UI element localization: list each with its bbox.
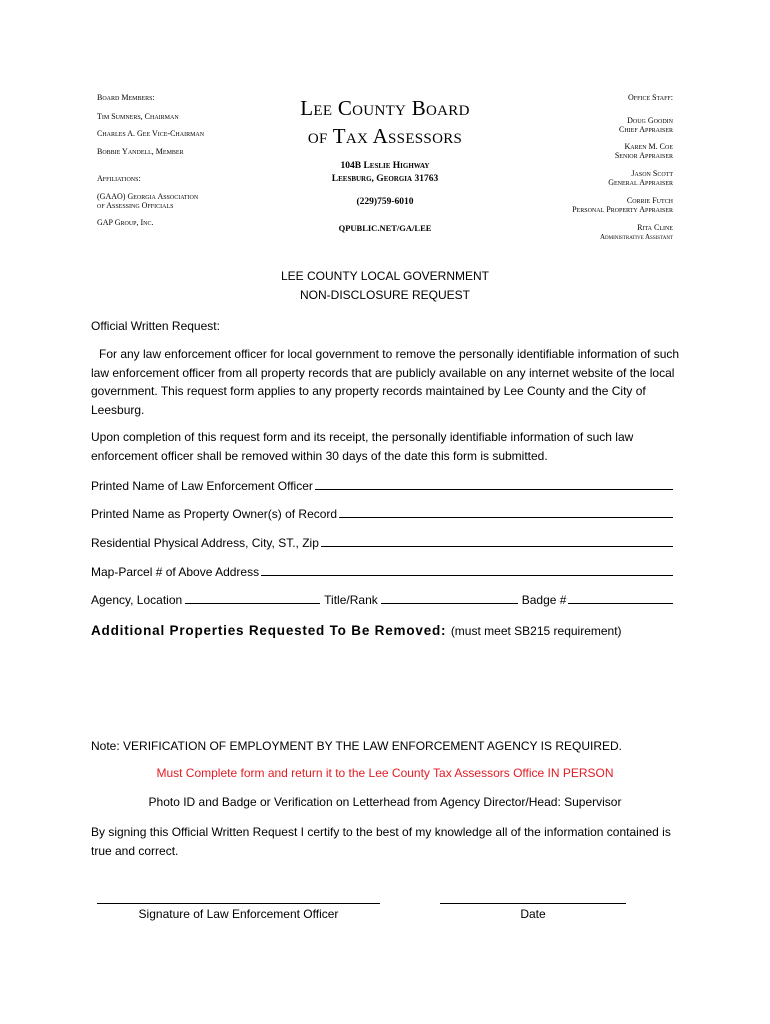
website: QPUBLIC.NET/GA/LEE [338, 223, 432, 233]
staff-role: Administrative Assistant [599, 233, 673, 241]
field-address-label: Residential Physical Address, City, ST., Zip [91, 536, 319, 550]
field-title-rank-line[interactable] [381, 591, 518, 604]
additional-properties-heading: Additional Properties Requested To Be Removed: [91, 623, 447, 638]
field-agency-label: Agency, Location [91, 593, 183, 607]
phone-number: (229)759-6010 [356, 197, 414, 207]
field-agency-line[interactable] [185, 591, 320, 604]
board-title-line1: Lee County Board [300, 96, 470, 120]
staff-role: Senior Appraiser [614, 151, 673, 160]
staff-name: Doug Goodin [627, 116, 673, 125]
affiliation-gaao-line2: of Assessing Officials [97, 201, 174, 210]
affiliation-gap-group: GAP Group, Inc. [97, 218, 154, 227]
date-line[interactable] [440, 903, 626, 904]
field-map-parcel-line[interactable] [261, 563, 673, 576]
field-agency-row [91, 591, 673, 608]
staff-name: Rita Cline [637, 223, 673, 232]
address-city: Leesburg, Georgia 31763 [331, 174, 439, 184]
staff-name: Jason Scott [631, 169, 673, 178]
field-badge-label: Badge # [521, 593, 567, 607]
paragraph-removal: Upon completion of this request form and its receipt, the personally identifiable information of such law enforcement officer shall be removed within 30 days of the date this form is submitted. [91, 430, 634, 463]
field-officer-name-line[interactable] [315, 477, 673, 490]
staff-role: Personal Property Appraiser [572, 205, 673, 214]
board-member-member: Bobbie Yandell, Member [97, 147, 184, 156]
photo-id-notice: Photo ID and Badge or Verification on Letterhead from Agency Director/Head: Supervisor [148, 795, 622, 809]
field-address[interactable] [91, 534, 673, 551]
office-staff-label: Office Staff: [628, 93, 673, 102]
field-owner-name-line[interactable] [339, 505, 673, 518]
must-complete-notice: Must Complete form and return it to the Lee County Tax Assessors Office IN PERSON [156, 766, 614, 780]
official-request-label: Official Written Request: [91, 319, 220, 333]
field-officer-name-label: Printed Name of Law Enforcement Officer [91, 479, 313, 493]
field-map-parcel[interactable] [91, 563, 673, 580]
signature-label: Signature of Law Enforcement Officer [138, 907, 339, 921]
signature-line[interactable] [97, 903, 380, 904]
board-title-line2: of Tax Assessors [307, 124, 463, 148]
staff-name: Corrie Futch [626, 196, 673, 205]
field-owner-name[interactable] [91, 505, 673, 522]
field-badge-line[interactable] [568, 591, 673, 604]
form-heading-line1: LEE COUNTY LOCAL GOVERNMENT [280, 269, 490, 283]
field-officer-name[interactable] [91, 477, 673, 494]
certification-text: By signing this Official Written Request I certify to the best of my knowledge all of the information contained is true and correct. [91, 825, 671, 858]
affiliation-gaao-line1: (GAAO) Georgia Association [97, 192, 199, 201]
verification-note: Note: VERIFICATION OF EMPLOYMENT BY THE LAW ENFORCEMENT AGENCY IS REQUIRED. [91, 739, 622, 753]
board-member-chairman: Tim Sumners, Chairman [97, 112, 179, 121]
address-street: 104B Leslie Highway [340, 161, 430, 171]
field-map-parcel-label: Map-Parcel # of Above Address [91, 565, 260, 579]
board-members-label: Board Members: [97, 93, 155, 102]
additional-properties-row [91, 622, 691, 640]
board-member-vice-chairman: Charles A. Gee Vice-Chairman [97, 129, 205, 138]
affiliations-label: Affiliations: [97, 174, 141, 183]
field-title-rank-label: Title/Rank [324, 593, 378, 607]
additional-properties-note: (must meet SB215 requirement) [450, 624, 622, 638]
staff-role: General Appraiser [608, 178, 673, 187]
staff-name: Karen M. Coe [624, 142, 673, 151]
form-heading-line2: NON-DISCLOSURE REQUEST [299, 288, 471, 302]
field-owner-name-label: Printed Name as Property Owner(s) of Record [91, 507, 338, 521]
paragraph-purpose: For any law enforcement officer for local government to remove the personally identifiable information of such law enforcement officer from all property records that are publicly available on any internet website of the local government. This request form applies to any property records maintained by Lee County and the City of Leesburg. [91, 347, 680, 417]
date-label: Date [520, 907, 546, 921]
staff-role: Chief Appraiser [618, 125, 673, 134]
field-address-line[interactable] [321, 534, 673, 547]
